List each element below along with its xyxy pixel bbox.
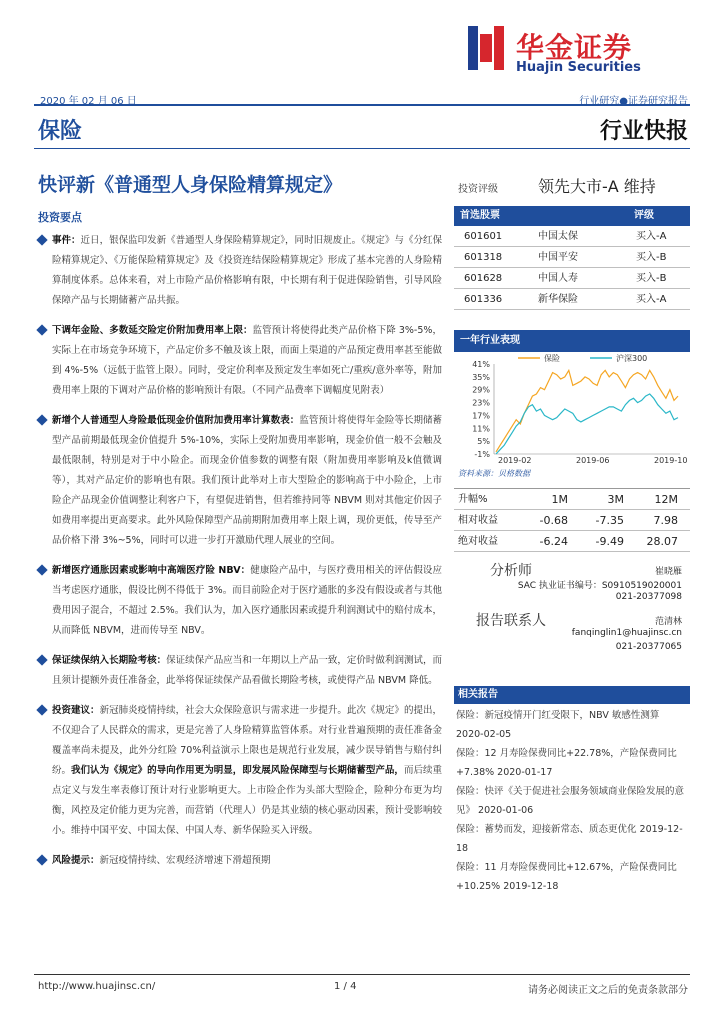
- bullet-icon: [36, 414, 47, 425]
- bullet-lead: 新增个人普通型人身险最低现金价值附加费用率计算数表：: [52, 415, 300, 426]
- stock-code: 601336: [464, 294, 503, 305]
- bullet-risk: [38, 851, 442, 871]
- chart-svg: [454, 352, 690, 464]
- bullet-text: 监管预计将使得年金险等长期储蓄型产品前期最低现金价值提升 5%-10%，实际上受附加费用率影响，现金价值一般不会触及最低限制，特别是对于中小险企。而现金价值参数的调整有限（附加费用率影响及k值微调等），其对产品定价的影响也有限。我们预计此举对上市大型险企的影响高于中小险企，上市险企产品现金价值调整让利客户下，有望促进销售，但若维持同等 NBVM 则对其他定价因子如费用率提出更高要求。此外风险保障型产品前期附加费用率上限上调，现价更低，传导至产品价格下滑 3%~5%，同时可以进一步打开激励代理人展业的空间。: [52, 415, 442, 546]
- stock-code: 601318: [464, 252, 503, 263]
- stocks-header-grade: 评级: [634, 210, 654, 221]
- bullet-text-2: 而后续重点定义与发生率表修订预计对行业影响更大。上市险企作为头部大型险企，险种分布更为均衡，风控及定价能力更为完善，而营销（代理人）仍是其业绩的核心驱动因素，预计受影响较小。维持中国平安、中国太保、中国人寿、新华保险买入评级。: [52, 765, 442, 836]
- bullet-event: [38, 231, 442, 311]
- stock-name: 中国平安: [538, 252, 578, 263]
- stock-row: [454, 226, 690, 247]
- related-report[interactable]: 保险：蓄势而发，迎接新常态、质态更优化 2019-12-18: [456, 824, 683, 854]
- bullet-icon: [36, 704, 47, 715]
- page-footer: [34, 974, 690, 994]
- divider: [34, 148, 690, 149]
- rating-value: 领先大市-A 维持: [538, 177, 656, 196]
- performance-table: [454, 488, 690, 552]
- perf-row: [454, 510, 690, 531]
- bullet-lead: 风险提示：: [52, 855, 100, 866]
- stock-grade: 买入-B: [636, 252, 667, 263]
- rating-label: 投资评级: [458, 184, 498, 195]
- y-tick-label: 23%: [472, 398, 490, 408]
- analyst-block: [454, 560, 690, 660]
- bullet-icon: [36, 234, 47, 245]
- logo-mark-icon: [468, 26, 506, 70]
- stocks-header-name: 首选股票: [460, 210, 500, 221]
- analyst-phone: 021-20377098: [615, 592, 682, 602]
- bullet-emphasis: 我们认为《规定》的导向作用更为明显，即发展风险保障型与长期储蓄型产品，: [71, 765, 404, 776]
- performance-header: 一年行业表现: [454, 330, 690, 352]
- analyst-cert: SAC 执业证书编号：S0910519020001: [517, 581, 682, 591]
- x-tick-label: 2019-06: [576, 456, 610, 464]
- header-bar: [34, 92, 690, 106]
- footer-url[interactable]: http://www.huajinsc.cn/: [38, 981, 156, 992]
- logo-name-en: Huajin Securities: [516, 60, 641, 75]
- chart-source: 资料来源：贝格数据: [458, 469, 530, 478]
- analyst-name: 崔晓雁: [654, 567, 682, 577]
- perf-12m: 12M: [654, 493, 678, 506]
- legend-label: 沪深300: [616, 354, 648, 363]
- related-report[interactable]: 保险：快评《关于促进社会服务领域商业保险发展的意见》 2020-01-06: [456, 786, 685, 816]
- y-tick-label: 35%: [472, 372, 490, 382]
- investment-rating: [454, 170, 690, 200]
- analyst-role: 分析师: [490, 563, 532, 579]
- legend-label: 保险: [544, 354, 560, 363]
- bullet-icon: [36, 654, 47, 665]
- perf-12m: 28.07: [646, 535, 678, 548]
- y-tick-label: -1%: [474, 450, 490, 459]
- report-title: 快评新《普通型人身保险精算规定》: [38, 174, 343, 196]
- bullet-icon: [36, 854, 47, 865]
- stock-grade: 买入-B: [636, 273, 667, 284]
- company-logo: [468, 26, 688, 75]
- bullet-icon: [36, 564, 47, 575]
- perf-row: [454, 531, 690, 552]
- stock-name: 新华保险: [538, 294, 578, 305]
- perf-3m: -9.49: [595, 535, 624, 548]
- perf-1m: -0.68: [539, 514, 568, 527]
- stock-row: [454, 247, 690, 268]
- sidebar: [454, 170, 690, 896]
- stock-code: 601601: [464, 231, 503, 242]
- perf-row: [454, 489, 690, 510]
- contact-email[interactable]: fanqinglin1@huajinsc.cn: [571, 628, 682, 638]
- perf-1m: -6.24: [539, 535, 568, 548]
- y-tick-label: 17%: [472, 411, 490, 421]
- bullet-text: 监管预计将使得此类产品价格下降 3%-5%，实际上在市场竞争环境下，产品定价多不触及该上限，而面上渠道的产品预定费用率甚至能做到 4%-5%（远低于监管上限）。同时，受定价利率及预定发生率如死亡/重疾/意外率等，附加费用率上限的下调对产品价格的影响预计有限。（不同产品费率下调幅度见附表）: [52, 325, 442, 396]
- related-reports-list: [454, 704, 690, 896]
- contact-role: 报告联系人: [476, 613, 546, 629]
- bullet-text: 保证续保产品应当和一年期以上产品一致，定价时做利润测试，而且须计提额外责任准备金，此举将保证续保产品看做长期险考核，或使得产品 NBVM 降低。: [52, 655, 442, 686]
- bullet-fee-cap: [38, 321, 442, 401]
- main-content: [38, 209, 442, 881]
- x-tick-label: 2019-10: [654, 456, 688, 464]
- related-report[interactable]: 保险：11 月寿险保费同比+12.67%，产险保费同比+10.25% 2019-12-18: [456, 862, 677, 892]
- stock-row: [454, 289, 690, 310]
- related-report[interactable]: 保险：新冠疫情开门红受限下，NBV 敏感性测算 2020-02-05: [456, 710, 660, 740]
- report-category: 行业研究●证券研究报告: [579, 96, 688, 107]
- bullet-lead: 投资建议：: [52, 705, 100, 716]
- perf-3m: 3M: [607, 493, 624, 506]
- bullet-lead: 下调年金险、多数延交险定价附加费用率上限：: [52, 325, 253, 336]
- stock-row: [454, 268, 690, 289]
- bullet-lead: 保证续保纳入长期险考核：: [52, 655, 167, 666]
- perf-label: 绝对收益: [458, 536, 498, 547]
- perf-1m: 1M: [551, 493, 568, 506]
- perf-label: 相对收益: [458, 515, 498, 526]
- bullet-text: 健康险产品中，与医疗费用相关的评估假设应当考虑医疗通胀，假设比例不得低于 3%。而目前险企对于医疗通胀的多没有假设或者与其他费用因子混合，不超过 2.5%。我们认为，加入医疗通胀因素或提升利润测试中的赔付成本，从而降低 NBVM，进而传导至 NBV。: [52, 565, 442, 636]
- stock-grade: 买入-A: [636, 294, 667, 305]
- contact-phone: 021-20377065: [615, 642, 682, 652]
- bullet-text: 新冠疫情持续、宏观经济增速下滑超预期: [99, 855, 271, 866]
- y-tick-label: 5%: [477, 437, 490, 447]
- bullet-lead: 新增医疗通胀因素或影响中高端医疗险 NBV：: [52, 565, 251, 576]
- y-tick-label: 41%: [472, 360, 490, 369]
- perf-3m: -7.35: [595, 514, 624, 527]
- x-tick-label: 2019-02: [498, 456, 532, 464]
- stock-name: 中国太保: [538, 231, 578, 242]
- stock-name: 中国人寿: [538, 273, 578, 284]
- stocks-header: [454, 206, 690, 226]
- perf-label: 升幅%: [458, 494, 488, 505]
- perf-12m: 7.98: [653, 514, 678, 527]
- bullet-text: 近日，银保监印发新《普通型人身保险精算规定》，同时旧规废止。《规定》与《分红保险精算规定》、《万能保险精算规定》及《投资连结保险精算规定》形成了基本完善的人身险精算制度体系。总体来看，对上市险产品价格影响有限，中长期有利于促进保险销售，引导风险保障产品与长期储蓄产品共振。: [52, 235, 442, 306]
- y-tick-label: 11%: [472, 424, 490, 434]
- stock-code: 601628: [464, 273, 503, 284]
- bullet-medical-inflation: [38, 561, 442, 641]
- report-date: 2020 年 02 月 06 日: [40, 96, 137, 107]
- bullet-lead: 事件：: [52, 235, 81, 246]
- series-line: [496, 394, 678, 454]
- bullet-icon: [36, 324, 47, 335]
- performance-chart: [454, 352, 690, 464]
- logo-name-cn: 华金证券: [516, 31, 633, 64]
- related-reports-header: 相关报告: [454, 686, 690, 704]
- section-heading: 投资要点: [38, 211, 82, 224]
- bullet-investment-advice: [38, 701, 442, 841]
- contact-name: 范清林: [654, 617, 682, 627]
- related-report[interactable]: 保险：12 月寿险保费同比+22.78%，产险保费同比+7.38% 2020-01-17: [456, 748, 677, 778]
- bullet-renewal: [38, 651, 442, 691]
- bullet-cash-value: [38, 411, 442, 551]
- y-tick-label: 29%: [472, 385, 490, 395]
- bullet-text: 新冠肺炎疫情持续，社会大众保险意识与需求进一步提升。此次《规定》的提出，不仅迎合了人民群众的需求，更是完善了人身险精算监管体系。对行业普遍预期的责任准备金覆盖率尚未提及，此外分红险 70%利益演示上限也是规范行业发展，减少误导销售与赔付纠纷。: [52, 705, 442, 776]
- stock-grade: 买入-A: [636, 231, 667, 242]
- page-number: 1 / 4: [334, 981, 357, 992]
- footer-disclaimer: 请务必阅读正文之后的免责条款部分: [528, 985, 688, 996]
- report-type: 行业快报: [599, 119, 688, 144]
- sector-name: 保险: [38, 119, 83, 144]
- series-line: [496, 370, 678, 452]
